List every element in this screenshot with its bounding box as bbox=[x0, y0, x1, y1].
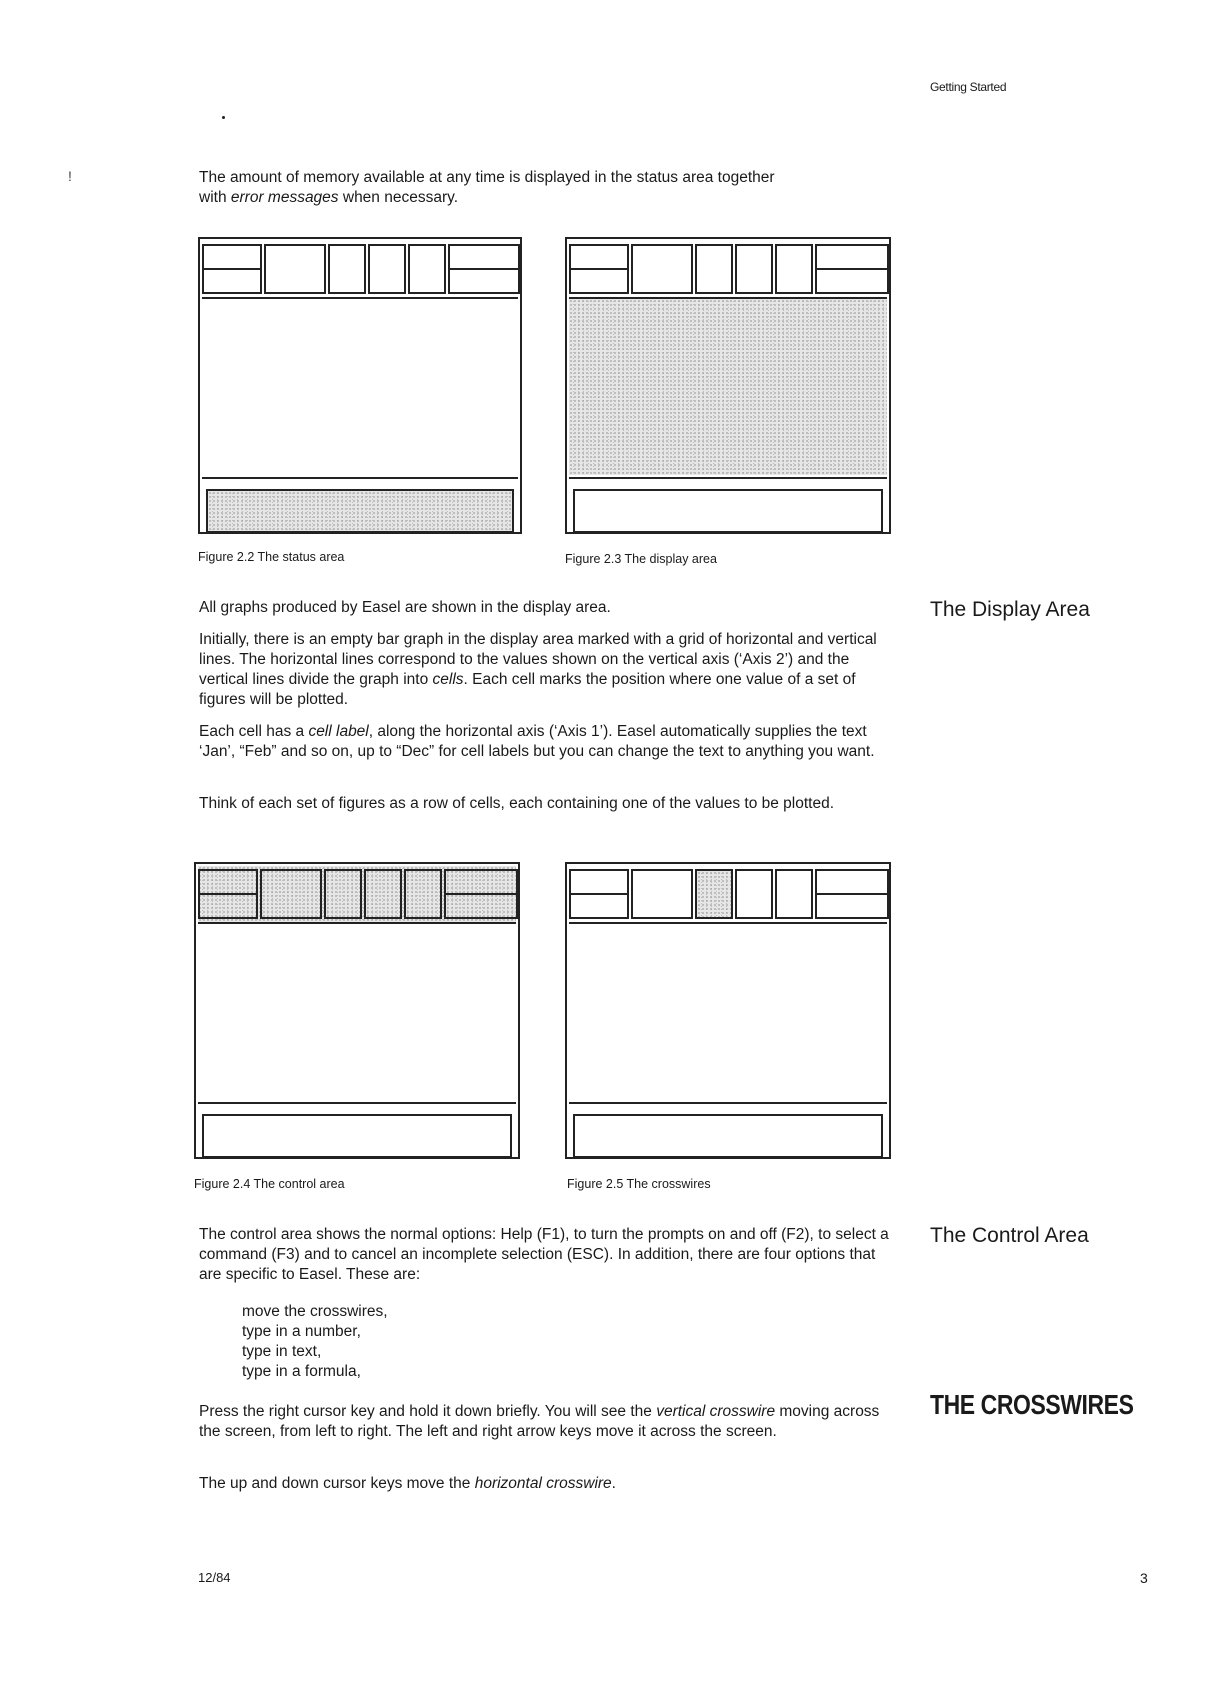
crosswires-paragraph-1: Press the right cursor key and hold it down briefly. You will see the vertical crosswire moving across the screen, from left to right. The left and right arrow keys move it across the screen. bbox=[199, 1403, 880, 1440]
control-area-row bbox=[569, 866, 887, 924]
cells-emphasis: cells bbox=[432, 671, 464, 688]
figure-crosswires-diagram bbox=[565, 862, 891, 1159]
display-paragraph-1: All graphs produced by Easel are shown in the display area. bbox=[199, 599, 611, 616]
control-cell bbox=[775, 244, 813, 294]
control-area-row-highlighted bbox=[198, 866, 516, 924]
control-cell bbox=[404, 869, 442, 919]
cell-label-emphasis: cell label bbox=[308, 723, 369, 740]
footer-date: 12/84 bbox=[198, 1570, 231, 1585]
control-cell bbox=[408, 244, 446, 294]
list-item: move the crosswires, bbox=[242, 1303, 388, 1320]
figure-caption: Figure 2.2 The status area bbox=[198, 550, 345, 564]
figure-control-area-diagram bbox=[194, 862, 520, 1159]
section-heading-display-area: The Display Area bbox=[930, 598, 1090, 621]
options-list bbox=[242, 1302, 388, 1382]
display-area-highlighted bbox=[569, 299, 887, 475]
ink-speck bbox=[222, 116, 225, 119]
list-item: type in a number, bbox=[242, 1323, 361, 1340]
status-area bbox=[573, 1114, 883, 1158]
section-heading-crosswires: THE CROSSWIRES bbox=[930, 1389, 1134, 1420]
running-header: Getting Started bbox=[930, 80, 1007, 94]
control-cell bbox=[368, 244, 406, 294]
control-area-row bbox=[569, 241, 887, 299]
control-area-row bbox=[202, 241, 518, 299]
control-cell bbox=[695, 244, 733, 294]
control-cell bbox=[448, 244, 520, 294]
memory-text: The amount of memory available at any time is displayed in the status area together bbox=[199, 169, 775, 186]
horizontal-crosswire-emphasis: horizontal crosswire bbox=[474, 1475, 612, 1492]
control-cell bbox=[631, 244, 693, 294]
figure-caption: Figure 2.4 The control area bbox=[194, 1177, 345, 1191]
list-item: type in a formula, bbox=[242, 1363, 361, 1380]
display-paragraph-4: Think of each set of figures as a row of cells, each containing one of the values to be plotted. bbox=[199, 795, 835, 812]
list-item: type in text, bbox=[242, 1343, 322, 1360]
control-cell bbox=[202, 244, 262, 294]
margin-mark: ! bbox=[68, 168, 72, 184]
control-cell bbox=[260, 869, 322, 919]
control-cell bbox=[328, 244, 366, 294]
control-cell bbox=[198, 869, 258, 919]
control-cell bbox=[815, 869, 889, 919]
control-cell bbox=[735, 244, 773, 294]
display-area bbox=[198, 924, 516, 1104]
display-area bbox=[202, 299, 518, 479]
control-cell bbox=[815, 244, 889, 294]
control-cell bbox=[735, 869, 773, 919]
memory-paragraph: The amount of memory available at any time is displayed in the status area together with error messages when necessary. bbox=[199, 169, 775, 206]
figure-display-area-diagram bbox=[565, 237, 891, 534]
control-cell bbox=[364, 869, 402, 919]
page-number: 3 bbox=[1140, 1570, 1148, 1586]
figure-caption: Figure 2.3 The display area bbox=[565, 552, 717, 566]
status-area bbox=[573, 489, 883, 533]
status-area bbox=[202, 1114, 512, 1158]
control-cell bbox=[569, 244, 629, 294]
section-heading-control-area: The Control Area bbox=[930, 1224, 1089, 1247]
display-area bbox=[569, 924, 887, 1104]
display-paragraph-2: Initially, there is an empty bar graph in the display area marked with a grid of horizontal and vertical lines. The horizontal lines correspond to the values shown on the vertical axis (‘Axis 2’) and the vertical lines divide the graph into cells. Each cell marks the position where one value of a set of figures will be plotted. bbox=[199, 631, 877, 708]
display-paragraph-3: Each cell has a cell label, along the horizontal axis (‘Axis 1’). Easel automatically supplies the text ‘Jan’, “Feb” and so on, up to “Dec” for cell labels but you can change the text to anything you want. bbox=[199, 723, 875, 760]
vertical-crosswire-emphasis: vertical crosswire bbox=[656, 1403, 776, 1420]
status-area-highlighted bbox=[206, 489, 514, 533]
control-cell bbox=[264, 244, 326, 294]
control-cell bbox=[444, 869, 518, 919]
crosswires-paragraph-2: The up and down cursor keys move the horizontal crosswire. bbox=[199, 1475, 616, 1492]
control-cell bbox=[324, 869, 362, 919]
control-cell bbox=[631, 869, 693, 919]
figure-caption: Figure 2.5 The crosswires bbox=[567, 1177, 711, 1191]
control-cell bbox=[569, 869, 629, 919]
control-cell bbox=[775, 869, 813, 919]
memory-emphasis: error messages bbox=[230, 189, 339, 206]
control-cell-highlighted bbox=[695, 869, 733, 919]
figure-status-area-diagram bbox=[198, 237, 522, 534]
control-paragraph: The control area shows the normal options: Help (F1), to turn the prompts on and off (F2), to select a command (F3) and to cancel an incomplete selection (ESC). In addition, there are four options that are specific to Easel. These are: bbox=[199, 1226, 889, 1283]
